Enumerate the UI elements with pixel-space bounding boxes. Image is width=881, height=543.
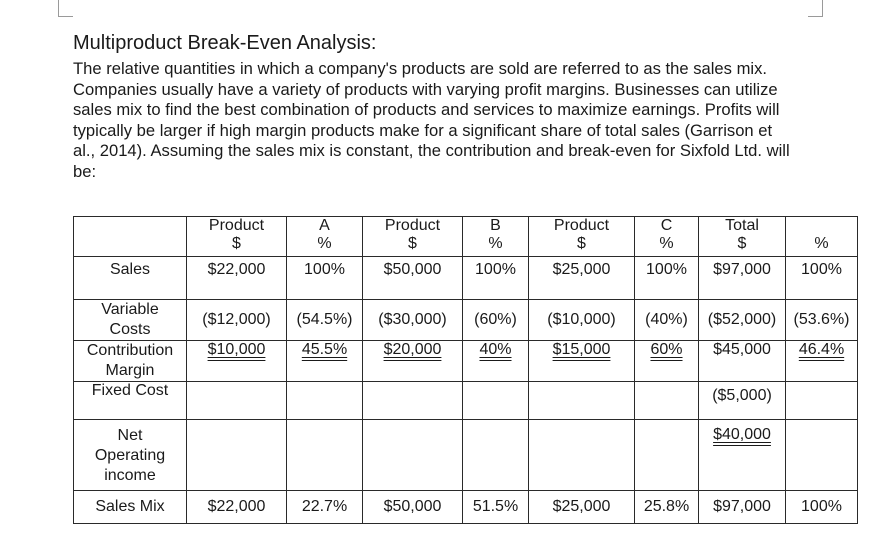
fixed-cost-row xyxy=(74,382,858,420)
sales-row xyxy=(74,257,858,300)
header-text: $ xyxy=(577,235,586,252)
cell xyxy=(635,382,699,420)
cell-value: 46.4% xyxy=(798,341,845,358)
header-product-a-pct xyxy=(287,217,363,257)
cell: 22.7% xyxy=(287,491,363,524)
cell: $25,000 xyxy=(529,491,635,524)
cell xyxy=(529,382,635,420)
row-label: Fixed Cost xyxy=(74,382,187,420)
header-text: Product xyxy=(208,217,265,234)
cell: 51.5% xyxy=(463,491,529,524)
header-blank-cell xyxy=(74,217,187,257)
header-text: % xyxy=(659,235,674,252)
cell-value: $15,000 xyxy=(552,341,611,358)
intro-paragraph: The relative quantities in which a company's products are sold are referred to as the sales mix. Companies usually have a variety of products with varying profit margins. Businesses can utilize sales mix to find the best combination of products and services to maximize earnings. Profits will typically be larger if high margin products make for a significant share of total sales (Garrison et al., 2014). Assuming the sales mix is constant, the contribution and break-even for Sixfold Ltd. will be: xyxy=(73,59,790,181)
header-product-a-dollar xyxy=(187,217,287,257)
sales-mix-row xyxy=(74,491,858,524)
header-text: $ xyxy=(232,235,241,252)
cell: $97,000 xyxy=(699,257,786,300)
cell: ($52,000) xyxy=(699,300,786,341)
header-text: B xyxy=(490,217,501,234)
label-line: Margin xyxy=(105,362,155,379)
row-label xyxy=(74,420,187,491)
header-text: A xyxy=(319,217,330,234)
cell: 100% xyxy=(786,257,858,300)
cell xyxy=(287,420,363,491)
net-operating-income-row xyxy=(74,420,858,491)
section-heading: Multiproduct Break-Even Analysis: xyxy=(73,32,377,54)
label-line: Contribution xyxy=(86,342,174,359)
label-line: Operating xyxy=(94,447,166,464)
cell: (40%) xyxy=(635,300,699,341)
cell xyxy=(529,420,635,491)
header-total-dollar xyxy=(699,217,786,257)
row-label: Sales Mix xyxy=(74,491,187,524)
cell xyxy=(287,382,363,420)
cell xyxy=(529,341,635,382)
cell-value: $10,000 xyxy=(207,341,266,358)
cell xyxy=(363,420,463,491)
contribution-margin-row xyxy=(74,341,858,382)
header-product-c-dollar xyxy=(529,217,635,257)
header-text: Product xyxy=(384,217,441,234)
cell xyxy=(463,420,529,491)
label-line: Net xyxy=(117,427,143,444)
cell xyxy=(635,341,699,382)
cell xyxy=(786,341,858,382)
header-row xyxy=(74,217,858,257)
cell: $45,000 xyxy=(699,341,786,382)
cell: $22,000 xyxy=(187,257,287,300)
cell xyxy=(786,382,858,420)
cell: ($5,000) xyxy=(699,382,786,420)
cell: 100% xyxy=(463,257,529,300)
cell xyxy=(187,420,287,491)
cell: $97,000 xyxy=(699,491,786,524)
cell: $22,000 xyxy=(187,491,287,524)
cell: $25,000 xyxy=(529,257,635,300)
cell: ($12,000) xyxy=(187,300,287,341)
cell: 25.8% xyxy=(635,491,699,524)
cell xyxy=(187,382,287,420)
cell xyxy=(187,341,287,382)
header-text: % xyxy=(814,235,829,252)
header-product-b-dollar xyxy=(363,217,463,257)
page-corner-top-left xyxy=(58,0,73,17)
cell xyxy=(463,341,529,382)
cell: (54.5%) xyxy=(287,300,363,341)
header-text: $ xyxy=(737,235,747,252)
row-label: Sales xyxy=(74,257,187,300)
header-total-pct xyxy=(786,217,858,257)
header-product-c-pct xyxy=(635,217,699,257)
cell-value: 60% xyxy=(650,341,683,358)
cell: $50,000 xyxy=(363,257,463,300)
label-line: Variable xyxy=(101,301,159,318)
cell: (53.6%) xyxy=(786,300,858,341)
label-line: Costs xyxy=(109,321,151,338)
cell-value: 40% xyxy=(479,341,512,358)
cell: ($30,000) xyxy=(363,300,463,341)
header-product-b-pct xyxy=(463,217,529,257)
cell-value: $20,000 xyxy=(383,341,442,358)
cell-value: $40,000 xyxy=(713,426,771,443)
cell: $50,000 xyxy=(363,491,463,524)
variable-costs-row xyxy=(74,300,858,341)
header-text: Total xyxy=(725,217,759,234)
row-label xyxy=(74,341,187,382)
label-line: income xyxy=(104,467,156,484)
row-label xyxy=(74,300,187,341)
cell xyxy=(786,420,858,491)
header-text: $ xyxy=(408,235,417,252)
cell xyxy=(287,341,363,382)
cell: (60%) xyxy=(463,300,529,341)
break-even-table xyxy=(73,216,858,524)
cell xyxy=(635,420,699,491)
header-text: % xyxy=(317,235,332,252)
page-corner-top-right xyxy=(808,0,823,17)
header-text: Product xyxy=(553,217,610,234)
cell xyxy=(463,382,529,420)
header-text: C xyxy=(660,217,673,234)
cell-value: 45.5% xyxy=(301,341,348,358)
cell xyxy=(363,341,463,382)
cell: 100% xyxy=(635,257,699,300)
cell xyxy=(699,420,786,491)
header-text: % xyxy=(488,235,503,252)
cell: 100% xyxy=(287,257,363,300)
cell: ($10,000) xyxy=(529,300,635,341)
cell: 100% xyxy=(786,491,858,524)
cell xyxy=(363,382,463,420)
